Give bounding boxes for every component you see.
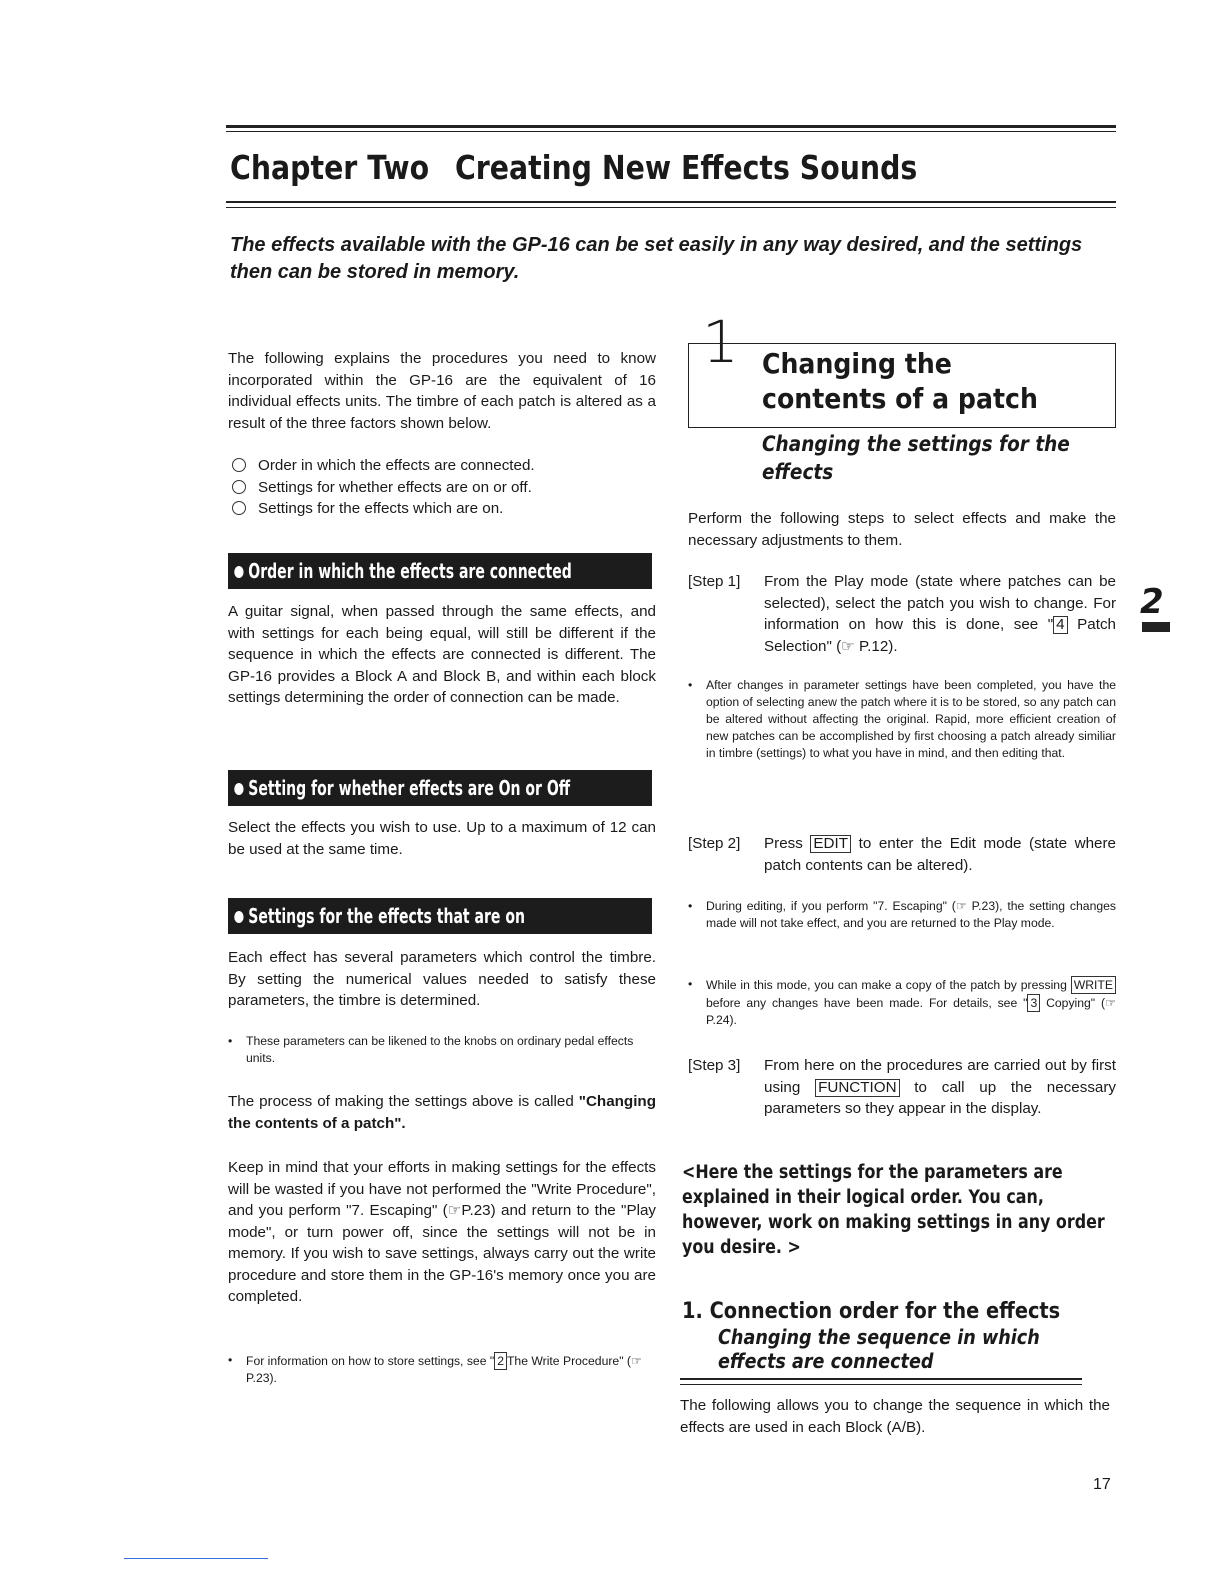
- section-band-on-off: Setting for whether effects are On or Off: [228, 770, 652, 806]
- right-note-1: • After changes in parameter settings have been completed, you have the option of selecting anew the patch where it is to be stored, so any patch can be altered without affecting the original. Rapid, more efficient creation of new patches can be accomplished by first choosing a patch already similiar in timbre (settings) to what you have in mind, and then editing that.: [688, 678, 1116, 760]
- bullet-icon: [234, 911, 243, 923]
- section-band-settings: Settings for the effects that are on: [228, 898, 652, 934]
- header-rule-top-thin: [226, 131, 1116, 132]
- section-band-order: Order in which the effects are connected: [228, 553, 652, 589]
- right-para-last: The following allows you to change the sequence in which the effects are used in each Block (A/B).: [680, 1397, 1110, 1436]
- list-item: Order in which the effects are connected.: [228, 455, 656, 477]
- left-para-4: Each effect has several parameters which control the timbre. By setting the numerical values needed to satisfy these parameters, the timbre is determined.: [228, 949, 656, 1009]
- right-para-1: Perform the following steps to select effects and make the necessary adjustments to them.: [688, 510, 1116, 549]
- circle-bullet-icon: [232, 501, 246, 515]
- step-label: [Step 1]: [688, 573, 741, 590]
- write-key: WRITE: [1071, 976, 1116, 994]
- bullet-icon: [234, 566, 243, 578]
- chapter-tab-number: 2: [1140, 582, 1164, 622]
- intro-text: The effects available with the GP-16 can be set easily in any way desired, and the settings then can be stored in memory.: [230, 234, 1083, 283]
- factor-list: [228, 455, 656, 520]
- step-3: [Step 3] From here on the procedures are carried out by first using FUNCTION to call up the necessary parameters so they appear in the display.: [688, 1055, 1116, 1120]
- step-label: [Step 3]: [688, 1057, 741, 1074]
- bullet-icon: [234, 783, 243, 795]
- section-subtitle: Changing the settings for the effects: [762, 432, 1070, 484]
- ref-box: 4: [1053, 616, 1067, 634]
- page-number: 17: [1093, 1476, 1111, 1493]
- right-note-2: • During editing, if you perform "7. Escaping" (☞ P.23), the setting changes made will not take effect, and you are returned to the Play mode.: [688, 899, 1116, 930]
- left-intro-paragraph: [228, 348, 656, 434]
- subsection-heading: 1. Connection order for the effects: [682, 1299, 1061, 1324]
- step-2: [Step 2] Press EDIT to enter the Edit mode (state where patch contents can be altered).: [688, 833, 1116, 876]
- order-note: <Here the settings for the parameters are explained in their logical order. You can, however, work on making settings in any order you desire. >: [682, 1162, 1105, 1258]
- circle-bullet-icon: [232, 458, 246, 472]
- left-para-5: The process of making the settings above is called "Changing the contents of a patch".: [228, 1093, 656, 1132]
- ref-box: 3: [1027, 994, 1040, 1012]
- section-title: Changing the contents of a patch: [762, 347, 1038, 415]
- left-para-3: Select the effects you wish to use. Up to a maximum of 12 can be used at the same time.: [228, 819, 656, 858]
- list-item: Settings for the effects which are on.: [228, 498, 656, 520]
- section-number: 1: [702, 308, 739, 376]
- header-rule-bottom-thin: [226, 207, 1116, 208]
- chapter-title: [230, 148, 917, 187]
- chapter-label: Chapter Two: [230, 148, 430, 187]
- header-rule-top: [226, 125, 1116, 128]
- step-1: [Step 1] From the Play mode (state where patches can be selected), select the patch you wish to change. For information on how this is done, see " 4 Patch Selection" (☞ P.12).: [688, 571, 1116, 657]
- left-para-1: The following explains the procedures you need to know incorporated within the GP-16 are the equivalent of 16 individual effects units. The timbre of each patch is altered as a result of the three factors shown below.: [228, 350, 656, 432]
- right-note-3: • While in this mode, you can make a copy of the patch by pressing WRITE before any changes have been made. For details, see " 3 Copying" (☞ P.24).: [688, 977, 1116, 1027]
- ref-box: 2: [494, 1352, 507, 1370]
- step-label: [Step 2]: [688, 835, 741, 852]
- left-note-2: • For information on how to store settings, see " 2 The Write Procedure" (☞ P.23).: [228, 1353, 642, 1385]
- subsection-rule-thin: [680, 1384, 1082, 1385]
- left-para-6: Keep in mind that your efforts in making settings for the effects will be wasted if you have not performed the "Write Procedure", and you perform "7. Escaping" (☞P.23) and return to the "Play mode", or turn power off, since the settings will not be in memory. If you wish to save settings, always carry out the write procedure and store them in the GP-16's memory once you are completed.: [228, 1159, 656, 1305]
- list-item: Settings for whether effects are on or off.: [228, 477, 656, 499]
- circle-bullet-icon: [232, 480, 246, 494]
- edit-key: EDIT: [810, 835, 851, 853]
- chapter-name: Creating New Effects Sounds: [454, 148, 918, 187]
- function-key: FUNCTION: [815, 1079, 899, 1097]
- chapter-tab-bar: [1142, 622, 1170, 632]
- footer-line: [124, 1558, 268, 1559]
- left-para-2: A guitar signal, when passed through the same effects, and with settings for each being equal, will still be different if the sequence in which the effects are connected is different. The GP-16 provides a Block A and Block B, and within each block settings determining the order of connection can be made.: [228, 603, 656, 706]
- header-rule-bottom: [226, 201, 1116, 203]
- left-note-1: • These parameters can be likened to the knobs on ordinary pedal effects units.: [228, 1034, 634, 1065]
- subsection-subtitle: Changing the sequence in which effects are connected: [718, 1325, 1040, 1373]
- subsection-rule: [680, 1378, 1082, 1380]
